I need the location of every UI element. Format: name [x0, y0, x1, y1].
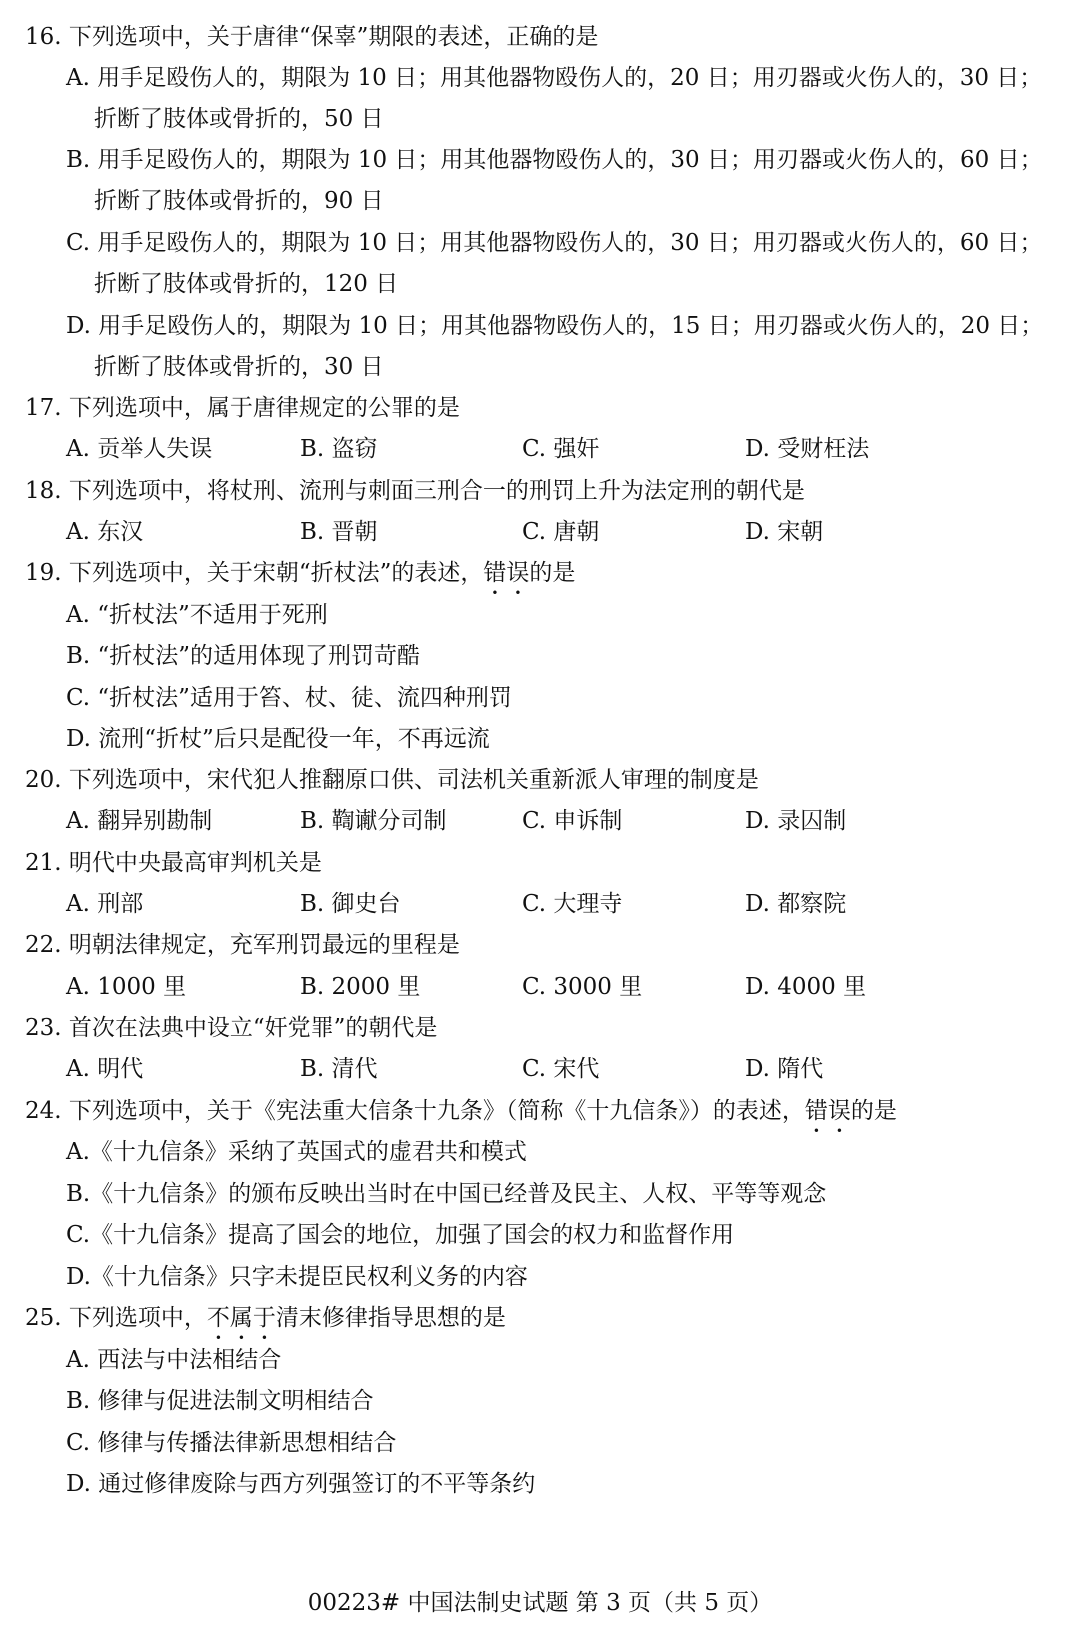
question-21-option-d: D. 都察院 [745, 891, 847, 917]
question-18-option-b: B. 晋朝 [300, 519, 378, 545]
question-20-option-b: B. 鞫谳分司制 [300, 808, 447, 834]
question-22-option-a: A. 1000 里 [66, 974, 187, 1000]
question-21-option-b: B. 御史台 [300, 891, 401, 917]
question-23-stem: 23. 首次在法典中设立“奸党罪”的朝代是 [25, 1015, 438, 1041]
question-19-option-a: A. “折杖法”不适用于死刑 [66, 602, 328, 628]
question-24-option-a: A.《十九信条》采纳了英国式的虚君共和模式 [66, 1139, 527, 1165]
question-24-stem-pre: 24. 下列选项中，关于《宪法重大信条十九条》（简称《十九信条》）的表述， [25, 1098, 805, 1124]
question-23-option-d: D. 隋代 [745, 1056, 824, 1082]
question-19-stem-post: 的是 [529, 560, 576, 586]
question-25-option-a: A. 西法与中法相结合 [66, 1347, 282, 1373]
question-18-stem: 18. 下列选项中，将杖刑、流刑与刺面三刑合一的刑罚上升为法定刑的朝代是 [25, 478, 805, 504]
question-19-option-b: B. “折杖法”的适用体现了刑罚苛酷 [66, 643, 421, 669]
question-19-option-c: C. “折杖法”适用于笞、杖、徒、流四种刑罚 [66, 685, 512, 711]
question-18-option-c: C. 唐朝 [522, 519, 600, 545]
question-16-option-d-cont: 折断了肢体或骨折的，30 日 [94, 354, 384, 380]
question-21-option-c: C. 大理寺 [522, 891, 623, 917]
question-25-stem-pre: 25. 下列选项中， [25, 1305, 207, 1331]
question-22-option-d: D. 4000 里 [745, 974, 867, 1000]
question-24-stem [25, 1096, 897, 1126]
question-24-stem-emphasis: 错误 [804, 1098, 851, 1124]
question-21-option-a: A. 刑部 [66, 891, 144, 917]
question-19-stem-emphasis: 错误 [483, 560, 530, 586]
question-23-option-c: C. 宋代 [522, 1056, 600, 1082]
question-23-option-a: A. 明代 [66, 1056, 144, 1082]
question-17-option-c: C. 强奸 [522, 436, 600, 462]
question-22-stem: 22. 明朝法律规定，充军刑罚最远的里程是 [25, 932, 460, 958]
question-17-option-a: A. 贡举人失误 [66, 436, 213, 462]
question-16-option-c: C. 用手足殴伤人的，期限为 10 日；用其他器物殴伤人的，30 日；用刃器或火伤人的，60 日； [66, 230, 1043, 256]
question-20-option-c: C. 申诉制 [522, 808, 623, 834]
question-25-stem [25, 1303, 506, 1333]
question-25-stem-emphasis: 不属于 [206, 1305, 276, 1331]
question-19-stem [25, 558, 575, 588]
question-16-option-b: B. 用手足殴伤人的，期限为 10 日；用其他器物殴伤人的，30 日；用刃器或火伤人的，60 日； [66, 147, 1043, 173]
question-22-option-c: C. 3000 里 [522, 974, 643, 1000]
question-16-option-d: D. 用手足殴伤人的，期限为 10 日；用其他器物殴伤人的，15 日；用刃器或火伤人的，20 日； [66, 313, 1044, 339]
question-24-stem-post: 的是 [850, 1098, 897, 1124]
question-16-stem: 16. 下列选项中，关于唐律“保辜”期限的表述，正确的是 [25, 24, 599, 50]
question-23-option-b: B. 清代 [300, 1056, 378, 1082]
question-25-stem-post: 清末修律指导思想的是 [275, 1305, 506, 1331]
question-16-option-c-cont: 折断了肢体或骨折的，120 日 [94, 271, 399, 297]
question-19-stem-pre: 19. 下列选项中，关于宋朝“折杖法”的表述， [25, 560, 484, 586]
question-24-option-b: B.《十九信条》的颁布反映出当时在中国已经普及民主、人权、平等等观念 [66, 1181, 827, 1207]
question-19-option-d: D. 流刑“折杖”后只是配役一年，不再远流 [66, 726, 490, 752]
question-24-option-c: C.《十九信条》提高了国会的地位，加强了国会的权力和监督作用 [66, 1222, 735, 1248]
page-footer: 00223# 中国法制史试题 第 3 页（共 5 页） [307, 1590, 773, 1616]
question-25-option-c: C. 修律与传播法律新思想相结合 [66, 1430, 397, 1456]
question-20-option-a: A. 翻异别勘制 [66, 808, 213, 834]
question-16-option-a-cont: 折断了肢体或骨折的，50 日 [94, 106, 384, 132]
question-20-stem: 20. 下列选项中，宋代犯人推翻原口供、司法机关重新派人审理的制度是 [25, 767, 759, 793]
question-18-option-d: D. 宋朝 [745, 519, 824, 545]
question-18-option-a: A. 东汉 [66, 519, 144, 545]
question-17-option-b: B. 盗窃 [300, 436, 378, 462]
question-21-stem: 21. 明代中央最高审判机关是 [25, 850, 322, 876]
question-16-option-b-cont: 折断了肢体或骨折的，90 日 [94, 188, 384, 214]
question-24-option-d: D.《十九信条》只字未提臣民权利义务的内容 [66, 1264, 528, 1290]
question-20-option-d: D. 录囚制 [745, 808, 847, 834]
question-16-option-a: A. 用手足殴伤人的，期限为 10 日；用其他器物殴伤人的，20 日；用刃器或火伤人的，30 日； [66, 65, 1043, 91]
question-25-option-d: D. 通过修律废除与西方列强签订的不平等条约 [66, 1471, 536, 1497]
question-25-option-b: B. 修律与促进法制文明相结合 [66, 1388, 374, 1414]
question-17-stem: 17. 下列选项中，属于唐律规定的公罪的是 [25, 395, 460, 421]
question-22-option-b: B. 2000 里 [300, 974, 421, 1000]
question-17-option-d: D. 受财枉法 [745, 436, 870, 462]
